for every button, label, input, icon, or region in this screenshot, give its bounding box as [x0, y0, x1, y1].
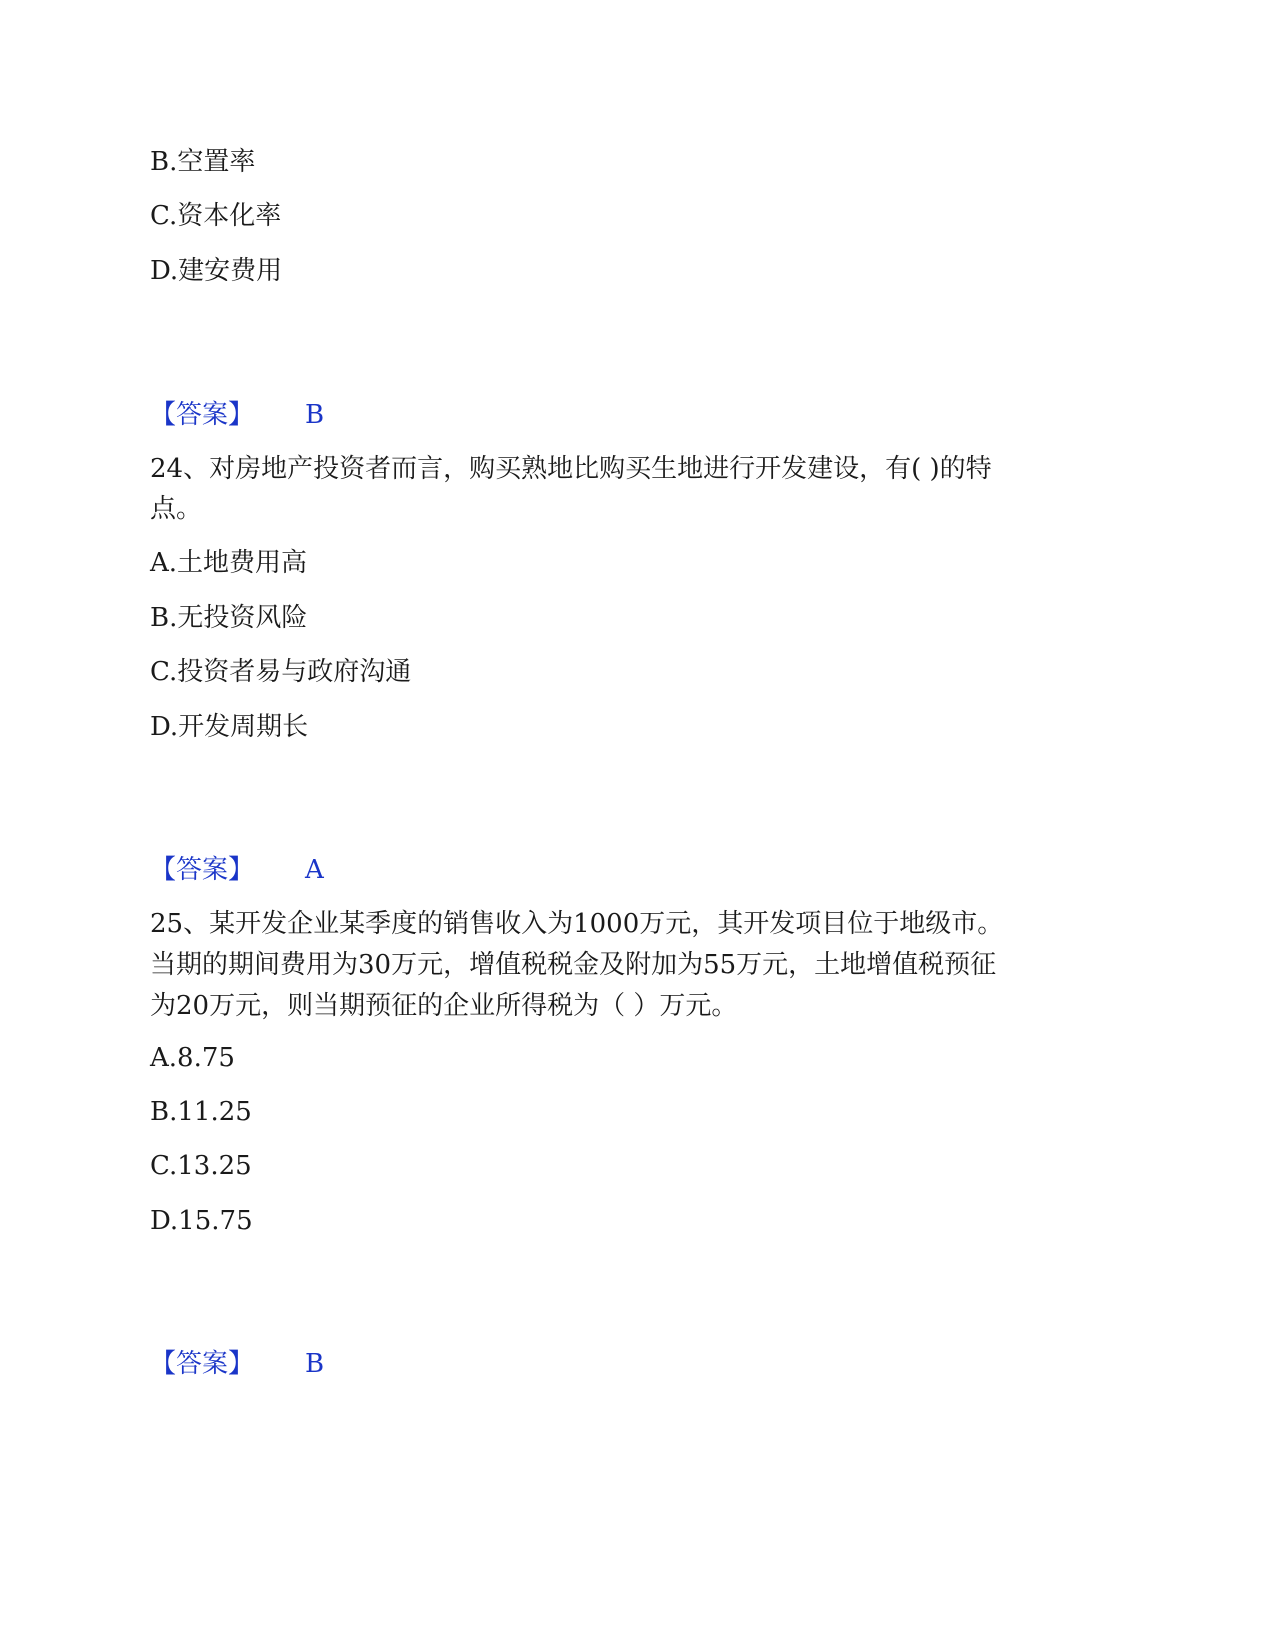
q23-option-d: D.建安费用: [150, 256, 283, 286]
q25-option-d: D.15.75: [150, 1206, 253, 1236]
q25-option-c: C.13.25: [150, 1151, 252, 1181]
q25-stem-line3: 为20万元，则当期预征的企业所得税为（ ）万元。: [150, 991, 738, 1021]
q23-option-b: B.空置率: [150, 147, 256, 177]
q23-answer-row: [150, 394, 450, 436]
answer-label: 【答案】: [150, 1349, 255, 1379]
q24-option-a: A.土地费用高: [150, 548, 308, 578]
q24-option-b: B.无投资风险: [150, 603, 308, 633]
answer-label: 【答案】: [150, 855, 255, 885]
answer-value: B: [305, 1349, 325, 1379]
answer-label: 【答案】: [150, 400, 255, 430]
q25-option-b: B.11.25: [150, 1097, 252, 1127]
answer-value: A: [305, 855, 324, 885]
q24-stem-line2: 点。: [150, 494, 203, 524]
q24-answer-row: [150, 849, 450, 891]
q25-option-a: A.8.75: [150, 1043, 235, 1073]
q25-stem-line2: 当期的期间费用为30万元，增值税税金及附加为55万元，土地增值税预征: [150, 950, 997, 980]
q25-answer-row: [150, 1343, 450, 1385]
answer-value: B: [305, 400, 325, 430]
q25-stem-line1: 25、某开发企业某季度的销售收入为1000万元，其开发项目位于地级市。: [150, 909, 1004, 939]
q23-option-c: C.资本化率: [150, 201, 282, 231]
q24-stem-line1: 24、对房地产投资者而言，购买熟地比购买生地进行开发建设，有( )的特: [150, 454, 992, 484]
q24-option-d: D.开发周期长: [150, 712, 309, 742]
q24-option-c: C.投资者易与政府沟通: [150, 657, 412, 687]
